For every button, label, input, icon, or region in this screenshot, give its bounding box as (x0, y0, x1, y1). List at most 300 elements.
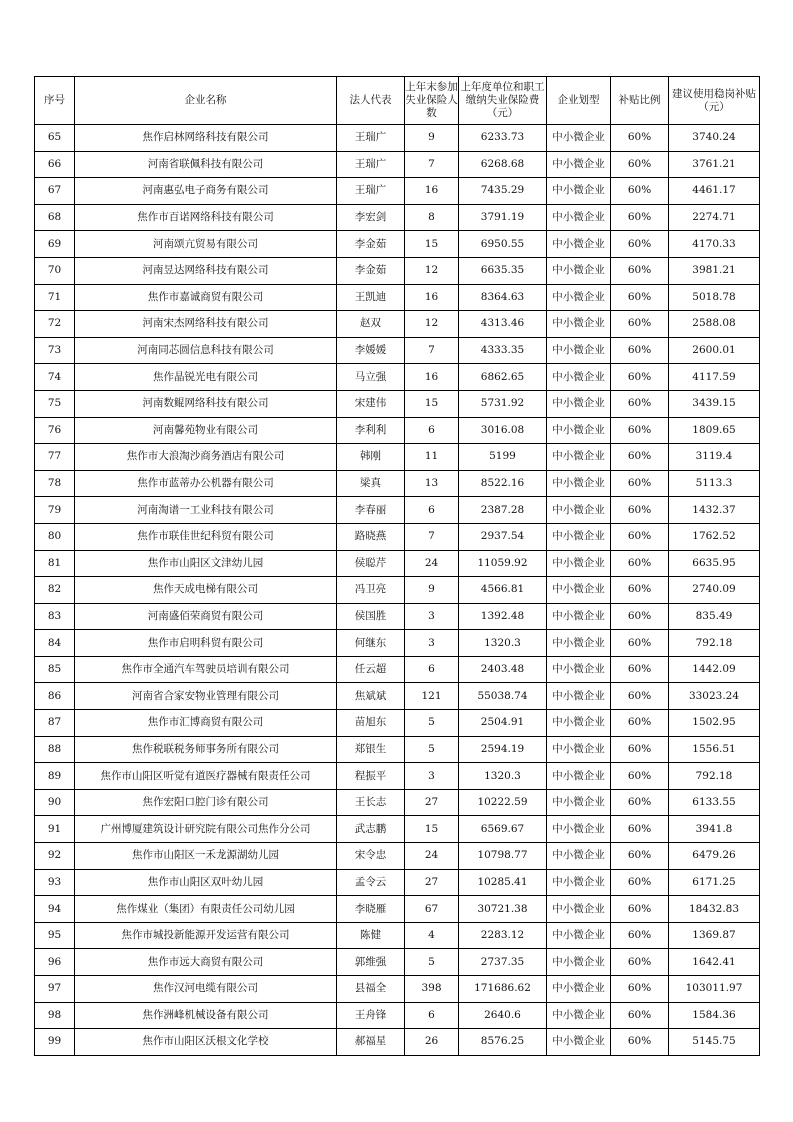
cell-insured: 15 (405, 231, 459, 258)
cell-insured: 6 (405, 656, 459, 683)
cell-premium: 1320.3 (459, 763, 547, 790)
cell-legal: 郑银生 (337, 736, 405, 763)
cell-company: 焦作天成电梯有限公司 (75, 577, 337, 604)
cell-subsidy: 3981.21 (669, 257, 760, 284)
cell-company: 焦作市全通汽车驾驶员培训有限公司 (75, 656, 337, 683)
cell-category: 中小微企业 (547, 204, 611, 231)
cell-legal: 程振平 (337, 763, 405, 790)
cell-subsidy: 1442.09 (669, 656, 760, 683)
cell-seq: 97 (35, 976, 75, 1003)
cell-legal: 赵双 (337, 311, 405, 338)
cell-ratio: 60% (611, 763, 669, 790)
cell-seq: 67 (35, 178, 75, 205)
table-row (35, 603, 760, 630)
cell-ratio: 60% (611, 550, 669, 577)
cell-legal: 李晓雁 (337, 896, 405, 923)
cell-seq: 81 (35, 550, 75, 577)
cell-insured: 24 (405, 843, 459, 870)
cell-seq: 85 (35, 656, 75, 683)
cell-insured: 16 (405, 284, 459, 311)
table-row (35, 284, 760, 311)
table-row (35, 816, 760, 843)
cell-company: 河南颂亢贸易有限公司 (75, 231, 337, 258)
cell-ratio: 60% (611, 683, 669, 710)
cell-premium: 11059.92 (459, 550, 547, 577)
cell-legal: 任云超 (337, 656, 405, 683)
table-row (35, 470, 760, 497)
cell-ratio: 60% (611, 949, 669, 976)
cell-subsidy: 835.49 (669, 603, 760, 630)
cell-insured: 27 (405, 789, 459, 816)
cell-company: 焦作市嘉诚商贸有限公司 (75, 284, 337, 311)
cell-company: 河南省联佩科技有限公司 (75, 151, 337, 178)
cell-company: 河南同芯圆信息科技有限公司 (75, 337, 337, 364)
cell-subsidy: 3761.21 (669, 151, 760, 178)
cell-legal: 李宏剑 (337, 204, 405, 231)
table-row (35, 151, 760, 178)
cell-legal: 王舟锋 (337, 1002, 405, 1029)
cell-ratio: 60% (611, 417, 669, 444)
cell-category: 中小微企业 (547, 311, 611, 338)
cell-legal: 王凯迪 (337, 284, 405, 311)
cell-premium: 1320.3 (459, 630, 547, 657)
cell-subsidy: 792.18 (669, 630, 760, 657)
cell-category: 中小微企业 (547, 630, 611, 657)
table-row (35, 337, 760, 364)
cell-seq: 88 (35, 736, 75, 763)
table-row (35, 1002, 760, 1029)
cell-ratio: 60% (611, 125, 669, 152)
cell-seq: 70 (35, 257, 75, 284)
cell-insured: 398 (405, 976, 459, 1003)
cell-ratio: 60% (611, 257, 669, 284)
cell-ratio: 60% (611, 603, 669, 630)
cell-insured: 27 (405, 869, 459, 896)
cell-company: 焦作市大浪淘沙商务酒店有限公司 (75, 444, 337, 471)
cell-ratio: 60% (611, 470, 669, 497)
cell-category: 中小微企业 (547, 816, 611, 843)
cell-seq: 90 (35, 789, 75, 816)
header-company: 企业名称 (75, 77, 337, 125)
cell-insured: 121 (405, 683, 459, 710)
cell-premium: 2283.12 (459, 922, 547, 949)
header-seq: 序号 (35, 77, 75, 125)
cell-insured: 3 (405, 630, 459, 657)
table-row (35, 896, 760, 923)
cell-category: 中小微企业 (547, 1029, 611, 1056)
cell-subsidy: 1809.65 (669, 417, 760, 444)
cell-legal: 李金茹 (337, 257, 405, 284)
cell-seq: 86 (35, 683, 75, 710)
table-row (35, 683, 760, 710)
cell-company: 焦作洲峰机械设备有限公司 (75, 1002, 337, 1029)
cell-category: 中小微企业 (547, 683, 611, 710)
cell-subsidy: 5113.3 (669, 470, 760, 497)
cell-subsidy: 2740.09 (669, 577, 760, 604)
table-row (35, 257, 760, 284)
table-row (35, 763, 760, 790)
header-ratio: 补贴比例 (611, 77, 669, 125)
cell-insured: 6 (405, 497, 459, 524)
table-row (35, 710, 760, 737)
cell-category: 中小微企业 (547, 231, 611, 258)
cell-insured: 6 (405, 417, 459, 444)
table-row (35, 789, 760, 816)
table-row (35, 311, 760, 338)
cell-legal: 王瑞广 (337, 125, 405, 152)
cell-seq: 82 (35, 577, 75, 604)
cell-premium: 2737.35 (459, 949, 547, 976)
cell-subsidy: 1432.37 (669, 497, 760, 524)
cell-legal: 李春丽 (337, 497, 405, 524)
cell-subsidy: 3119.4 (669, 444, 760, 471)
cell-insured: 16 (405, 364, 459, 391)
cell-ratio: 60% (611, 444, 669, 471)
cell-legal: 焦斌斌 (337, 683, 405, 710)
table-row (35, 577, 760, 604)
cell-ratio: 60% (611, 1002, 669, 1029)
cell-company: 河南淘谱一工业科技有限公司 (75, 497, 337, 524)
header-legal: 法人代表 (337, 77, 405, 125)
cell-premium: 5199 (459, 444, 547, 471)
cell-premium: 3791.19 (459, 204, 547, 231)
cell-seq: 96 (35, 949, 75, 976)
cell-legal: 郭维强 (337, 949, 405, 976)
cell-ratio: 60% (611, 497, 669, 524)
cell-subsidy: 6171.25 (669, 869, 760, 896)
cell-company: 河南数鲲网络科技有限公司 (75, 390, 337, 417)
cell-premium: 6569.67 (459, 816, 547, 843)
cell-company: 焦作煤业（集团）有限责任公司幼儿园 (75, 896, 337, 923)
cell-category: 中小微企业 (547, 603, 611, 630)
cell-insured: 12 (405, 311, 459, 338)
cell-premium: 10222.59 (459, 789, 547, 816)
cell-seq: 89 (35, 763, 75, 790)
cell-category: 中小微企业 (547, 364, 611, 391)
cell-subsidy: 3439.15 (669, 390, 760, 417)
cell-category: 中小微企业 (547, 656, 611, 683)
cell-company: 河南惠弘电子商务有限公司 (75, 178, 337, 205)
cell-subsidy: 3740.24 (669, 125, 760, 152)
cell-premium: 2937.54 (459, 523, 547, 550)
cell-category: 中小微企业 (547, 417, 611, 444)
cell-premium: 3016.08 (459, 417, 547, 444)
table-row (35, 976, 760, 1003)
cell-seq: 69 (35, 231, 75, 258)
cell-subsidy: 6479.26 (669, 843, 760, 870)
cell-seq: 98 (35, 1002, 75, 1029)
cell-company: 焦作市蓝蒂办公机器有限公司 (75, 470, 337, 497)
cell-insured: 5 (405, 736, 459, 763)
cell-seq: 77 (35, 444, 75, 471)
cell-company: 焦作市山阳区文津幼儿园 (75, 550, 337, 577)
cell-insured: 5 (405, 710, 459, 737)
header-insured: 上年末参加失业保险人数 (405, 77, 459, 125)
cell-insured: 7 (405, 523, 459, 550)
cell-insured: 7 (405, 151, 459, 178)
table-row (35, 417, 760, 444)
cell-insured: 16 (405, 178, 459, 205)
cell-insured: 26 (405, 1029, 459, 1056)
cell-ratio: 60% (611, 656, 669, 683)
cell-ratio: 60% (611, 789, 669, 816)
cell-legal: 苗旭东 (337, 710, 405, 737)
cell-category: 中小微企业 (547, 497, 611, 524)
table-row (35, 444, 760, 471)
cell-category: 中小微企业 (547, 949, 611, 976)
cell-insured: 24 (405, 550, 459, 577)
cell-premium: 4333.35 (459, 337, 547, 364)
cell-insured: 11 (405, 444, 459, 471)
cell-seq: 80 (35, 523, 75, 550)
cell-company: 焦作启林网络科技有限公司 (75, 125, 337, 152)
cell-ratio: 60% (611, 311, 669, 338)
table-row (35, 630, 760, 657)
cell-category: 中小微企业 (547, 523, 611, 550)
cell-company: 焦作市城投新能源开发运营有限公司 (75, 922, 337, 949)
cell-category: 中小微企业 (547, 710, 611, 737)
cell-insured: 8 (405, 204, 459, 231)
cell-company: 河南盛佰荣商贸有限公司 (75, 603, 337, 630)
cell-company: 焦作市汇博商贸有限公司 (75, 710, 337, 737)
cell-category: 中小微企业 (547, 896, 611, 923)
cell-company: 河南馨苑物业有限公司 (75, 417, 337, 444)
cell-seq: 75 (35, 390, 75, 417)
cell-subsidy: 2274.71 (669, 204, 760, 231)
cell-ratio: 60% (611, 896, 669, 923)
table-row (35, 869, 760, 896)
cell-premium: 2640.6 (459, 1002, 547, 1029)
table-row (35, 843, 760, 870)
cell-insured: 67 (405, 896, 459, 923)
cell-seq: 74 (35, 364, 75, 391)
cell-subsidy: 1642.41 (669, 949, 760, 976)
cell-seq: 79 (35, 497, 75, 524)
cell-category: 中小微企业 (547, 337, 611, 364)
cell-seq: 66 (35, 151, 75, 178)
cell-ratio: 60% (611, 869, 669, 896)
cell-legal: 孟令云 (337, 869, 405, 896)
cell-seq: 91 (35, 816, 75, 843)
cell-seq: 76 (35, 417, 75, 444)
cell-category: 中小微企业 (547, 125, 611, 152)
cell-category: 中小微企业 (547, 390, 611, 417)
cell-subsidy: 792.18 (669, 763, 760, 790)
cell-ratio: 60% (611, 390, 669, 417)
cell-legal: 李金茹 (337, 231, 405, 258)
cell-ratio: 60% (611, 337, 669, 364)
cell-insured: 4 (405, 922, 459, 949)
cell-company: 焦作汉河电缆有限公司 (75, 976, 337, 1003)
cell-insured: 3 (405, 603, 459, 630)
cell-legal: 李媛媛 (337, 337, 405, 364)
cell-category: 中小微企业 (547, 284, 611, 311)
header-subsidy: 建议使用稳岗补贴（元） (669, 77, 760, 125)
cell-premium: 8522.16 (459, 470, 547, 497)
cell-company: 河南宋杰网络科技有限公司 (75, 311, 337, 338)
cell-company: 焦作市联佳世纪科贸有限公司 (75, 523, 337, 550)
cell-premium: 30721.38 (459, 896, 547, 923)
table-row (35, 204, 760, 231)
cell-legal: 路晓燕 (337, 523, 405, 550)
cell-premium: 10285.41 (459, 869, 547, 896)
cell-ratio: 60% (611, 577, 669, 604)
cell-seq: 92 (35, 843, 75, 870)
table-row (35, 550, 760, 577)
table-row (35, 497, 760, 524)
cell-subsidy: 5018.78 (669, 284, 760, 311)
cell-category: 中小微企业 (547, 444, 611, 471)
cell-legal: 县福全 (337, 976, 405, 1003)
cell-seq: 87 (35, 710, 75, 737)
cell-insured: 3 (405, 763, 459, 790)
cell-premium: 6233.73 (459, 125, 547, 152)
header-category: 企业划型 (547, 77, 611, 125)
cell-premium: 55038.74 (459, 683, 547, 710)
cell-company: 焦作市山阳区双叶幼儿园 (75, 869, 337, 896)
table-row (35, 390, 760, 417)
cell-seq: 84 (35, 630, 75, 657)
table-row (35, 125, 760, 152)
cell-ratio: 60% (611, 630, 669, 657)
subsidy-table (34, 76, 760, 1056)
cell-insured: 13 (405, 470, 459, 497)
cell-ratio: 60% (611, 178, 669, 205)
cell-ratio: 60% (611, 151, 669, 178)
cell-ratio: 60% (611, 976, 669, 1003)
cell-legal: 陈健 (337, 922, 405, 949)
cell-premium: 2403.48 (459, 656, 547, 683)
cell-seq: 71 (35, 284, 75, 311)
cell-category: 中小微企业 (547, 257, 611, 284)
cell-premium: 4313.46 (459, 311, 547, 338)
cell-premium: 6635.35 (459, 257, 547, 284)
cell-insured: 7 (405, 337, 459, 364)
cell-category: 中小微企业 (547, 178, 611, 205)
cell-company: 焦作市远大商贸有限公司 (75, 949, 337, 976)
cell-legal: 武志鹏 (337, 816, 405, 843)
cell-ratio: 60% (611, 1029, 669, 1056)
cell-category: 中小微企业 (547, 151, 611, 178)
cell-company: 河南省合家安物业管理有限公司 (75, 683, 337, 710)
cell-category: 中小微企业 (547, 550, 611, 577)
header-row (35, 77, 760, 125)
table-body (35, 125, 760, 1056)
cell-premium: 2504.91 (459, 710, 547, 737)
cell-subsidy: 1556.51 (669, 736, 760, 763)
cell-category: 中小微企业 (547, 789, 611, 816)
cell-seq: 83 (35, 603, 75, 630)
cell-company: 焦作市山阳区一禾龙源湖幼儿园 (75, 843, 337, 870)
table-row (35, 656, 760, 683)
cell-legal: 马立强 (337, 364, 405, 391)
table-row (35, 1029, 760, 1056)
cell-seq: 93 (35, 869, 75, 896)
cell-subsidy: 2600.01 (669, 337, 760, 364)
cell-company: 焦作税联税务师事务所有限公司 (75, 736, 337, 763)
cell-insured: 5 (405, 949, 459, 976)
cell-legal: 宋令忠 (337, 843, 405, 870)
cell-legal: 何继东 (337, 630, 405, 657)
cell-company: 河南昱达网络科技有限公司 (75, 257, 337, 284)
cell-company: 焦作市启明科贸有限公司 (75, 630, 337, 657)
cell-ratio: 60% (611, 231, 669, 258)
cell-premium: 6268.68 (459, 151, 547, 178)
cell-subsidy: 6635.95 (669, 550, 760, 577)
cell-insured: 9 (405, 577, 459, 604)
cell-seq: 95 (35, 922, 75, 949)
cell-insured: 12 (405, 257, 459, 284)
cell-subsidy: 5145.75 (669, 1029, 760, 1056)
table-row (35, 523, 760, 550)
cell-legal: 侯国胜 (337, 603, 405, 630)
cell-category: 中小微企业 (547, 763, 611, 790)
cell-company: 焦作晶锐光电有限公司 (75, 364, 337, 391)
cell-subsidy: 1502.95 (669, 710, 760, 737)
table-row (35, 949, 760, 976)
cell-legal: 侯聪芹 (337, 550, 405, 577)
cell-legal: 郝福星 (337, 1029, 405, 1056)
cell-subsidy: 2588.08 (669, 311, 760, 338)
cell-category: 中小微企业 (547, 976, 611, 1003)
cell-premium: 4566.81 (459, 577, 547, 604)
cell-premium: 6862.65 (459, 364, 547, 391)
cell-legal: 李利利 (337, 417, 405, 444)
cell-legal: 王瑞广 (337, 178, 405, 205)
cell-legal: 冯卫亮 (337, 577, 405, 604)
cell-subsidy: 3941.8 (669, 816, 760, 843)
cell-premium: 8364.63 (459, 284, 547, 311)
cell-category: 中小微企业 (547, 577, 611, 604)
cell-company: 焦作市山阳区听觉有道医疗器械有限责任公司 (75, 763, 337, 790)
header-premium: 上年度单位和职工缴纳失业保险费（元） (459, 77, 547, 125)
cell-category: 中小微企业 (547, 1002, 611, 1029)
cell-subsidy: 6133.55 (669, 789, 760, 816)
table-row (35, 231, 760, 258)
cell-legal: 王长志 (337, 789, 405, 816)
cell-premium: 171686.62 (459, 976, 547, 1003)
cell-seq: 73 (35, 337, 75, 364)
cell-ratio: 60% (611, 204, 669, 231)
table-row (35, 178, 760, 205)
cell-category: 中小微企业 (547, 922, 611, 949)
cell-ratio: 60% (611, 922, 669, 949)
cell-legal: 韩刚 (337, 444, 405, 471)
cell-premium: 7435.29 (459, 178, 547, 205)
cell-premium: 2594.19 (459, 736, 547, 763)
cell-company: 广州博厦建筑设计研究院有限公司焦作分公司 (75, 816, 337, 843)
cell-subsidy: 103011.97 (669, 976, 760, 1003)
cell-premium: 1392.48 (459, 603, 547, 630)
cell-ratio: 60% (611, 364, 669, 391)
cell-subsidy: 33023.24 (669, 683, 760, 710)
cell-insured: 6 (405, 1002, 459, 1029)
cell-category: 中小微企业 (547, 736, 611, 763)
cell-seq: 78 (35, 470, 75, 497)
cell-ratio: 60% (611, 843, 669, 870)
cell-category: 中小微企业 (547, 470, 611, 497)
table-row (35, 364, 760, 391)
cell-category: 中小微企业 (547, 843, 611, 870)
cell-company: 焦作市山阳区沃根文化学校 (75, 1029, 337, 1056)
cell-premium: 6950.55 (459, 231, 547, 258)
cell-premium: 8576.25 (459, 1029, 547, 1056)
cell-subsidy: 18432.83 (669, 896, 760, 923)
cell-insured: 15 (405, 390, 459, 417)
cell-ratio: 60% (611, 736, 669, 763)
cell-subsidy: 4461.17 (669, 178, 760, 205)
cell-subsidy: 1584.36 (669, 1002, 760, 1029)
